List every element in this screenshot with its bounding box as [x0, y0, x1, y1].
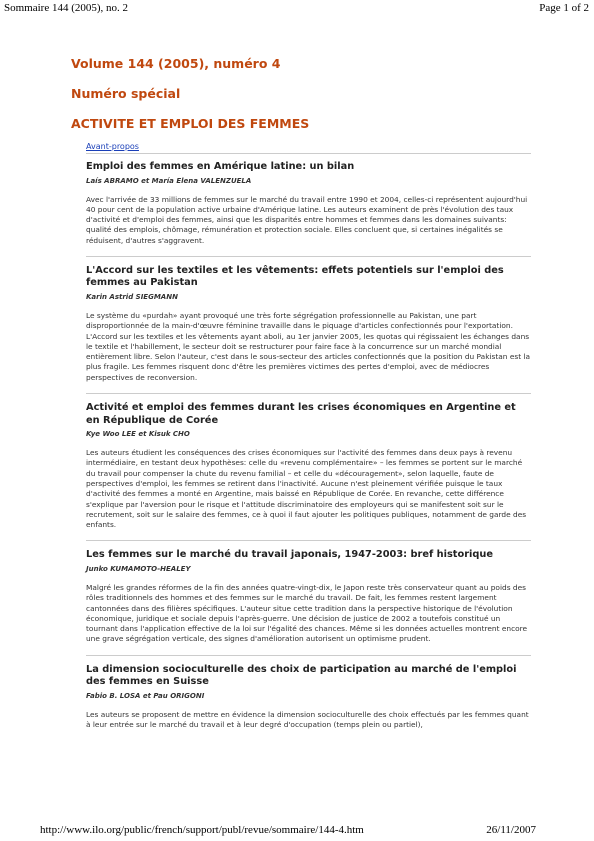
article-entry	[86, 655, 531, 741]
divider	[86, 153, 531, 154]
print-header	[0, 2, 594, 16]
article-abstract: Avec l'arrivée de 33 millions de femmes sur le marché du travail entre 1990 et 2004, celles-ci représentent aujourd'hui 40 pour cent de la population active urbaine d'Amérique latine. Les auteurs examinent de près l'évolution des taux d'activité et d'emploi des femmes, ainsi que les disparités entre hommes et femmes dans les domaines suivants: qualité des emplois, chômage, rémunération et protection sociale. Elles concluent que, si certaines inégalités se réduisent, d'autres s'aggravent.	[86, 194, 528, 245]
theme-heading: ACTIVITE ET EMPLOI DES FEMMES	[71, 116, 310, 131]
article-title: L'Accord sur les textiles et les vêtements: effets potentiels sur l'emploi des femmes au Pakistan	[86, 264, 504, 289]
article-abstract: Les auteurs se proposent de mettre en évidence la dimension socioculturelle des choix effectués par les femmes quant à leur entrée sur le marché du travail et à leur degré d'occupation (temps plein ou partiel),	[86, 709, 529, 730]
print-header-title: Sommaire 144 (2005), no. 2	[4, 2, 129, 14]
article-abstract: Les auteurs étudient les conséquences des crises économiques sur l'activité des femmes dans deux pays à revenu intermédiaire, en testant deux hypothèses: celle du «revenu complémentaire» – les femmes se portent sur le marché du travail pour compenser la chute du revenu familial – et celle du «découragement», selon laquelle, faute de perspectives d'emploi, les femmes se retirent dans l'inactivité. Aucune n'est pleinement vérifiée puisque le taux d'activité des femmes a monté en Argentine, mais baissé en République de Corée. En revanche, cette différence s'explique par l'aversion pour le risque et l'attitude discriminatoire des employeurs qui se manifestent soit sur le recrutement, soit sur le salaire des femmes, ce à quoi il faut ajouter les politiques publiques, notamment de garde des enfants.	[86, 448, 527, 530]
article-entry	[86, 256, 531, 393]
article-authors: Karin Astrid SIEGMANN	[86, 292, 178, 301]
article-entry	[86, 393, 531, 540]
article-authors: Fabio B. LOSA et Pau ORIGONI	[86, 691, 205, 700]
volume-heading: Volume 144 (2005), numéro 4	[71, 56, 281, 71]
article-title: Activité et emploi des femmes durant les crises économiques en Argentine et en République de Corée	[86, 402, 516, 426]
article-title: La dimension socioculturelle des choix de participation au marché de l'emploi des femmes en Suisse	[86, 663, 517, 688]
article-abstract: Le système du «purdah» ayant provoqué une très forte ségrégation professionnelle au Pakistan, une part disproportionnée de la main-d'œuvre féminine travaille dans le piquage d'articles confectionnés pour l'exportation. L'Accord sur les textiles et les vêtements ayant aboli, au 1er janvier 2005, les quotas qui régissaient les échanges dans le textile et l'habillement, le secteur doit se restructurer pour faire face à la concurrence sur un marché mondial entièrement libre. Selon l'auteur, c'est dans le sous-secteur des articles confectionnés que la position du Pakistan est la plus fragile. Les femmes risquent donc d'être les premières victimes des pertes d'emploi, avec de médiocres perspectives de reconversion.	[86, 310, 531, 382]
article-list	[86, 142, 531, 740]
article-title: Emploi des femmes en Amérique latine: un bilan	[86, 161, 355, 172]
preface-link[interactable]: Avant-propos	[86, 142, 139, 151]
article-entry	[86, 161, 531, 256]
special-issue-heading: Numéro spécial	[71, 86, 181, 101]
print-header-page: Page 1 of 2	[539, 2, 589, 14]
article-abstract: Malgré les grandes réformes de la fin des années quatre-vingt-dix, le Japon reste très conservateur quant au poids des rôles traditionnels des hommes et des femmes sur le marché du travail. De fait, les femmes restent largement cantonnées dans des filières spécifiques. L'auteur situe cette tradition dans la perspective historique de l'évolution économique, juridique et sociale depuis l'après-guerre. Une décision de justice de 2002 a toutefois constitué un tournant dans l'application effective de la loi sur l'égalité des chances. Même si les données actuelles montrent encore une grave ségrégation verticale, des signes d'amélioration autorisent un optimisme prudent.	[86, 582, 528, 644]
article-authors: Laís ABRAMO et María Elena VALENZUELA	[86, 176, 252, 185]
print-footer-date: 26/11/2007	[486, 824, 536, 836]
article-entry	[86, 540, 531, 654]
article-authors: Junko KUMAMOTO-HEALEY	[86, 564, 191, 573]
article-title: Les femmes sur le marché du travail japonais, 1947-2003: bref historique	[86, 549, 494, 561]
print-footer-url: http://www.ilo.org/public/french/support/publ/revue/sommaire/144-4.htm	[40, 824, 364, 836]
article-authors: Kye Woo LEE et Kisuk CHO	[86, 430, 190, 439]
table-of-contents	[71, 52, 531, 740]
print-footer	[0, 824, 594, 838]
